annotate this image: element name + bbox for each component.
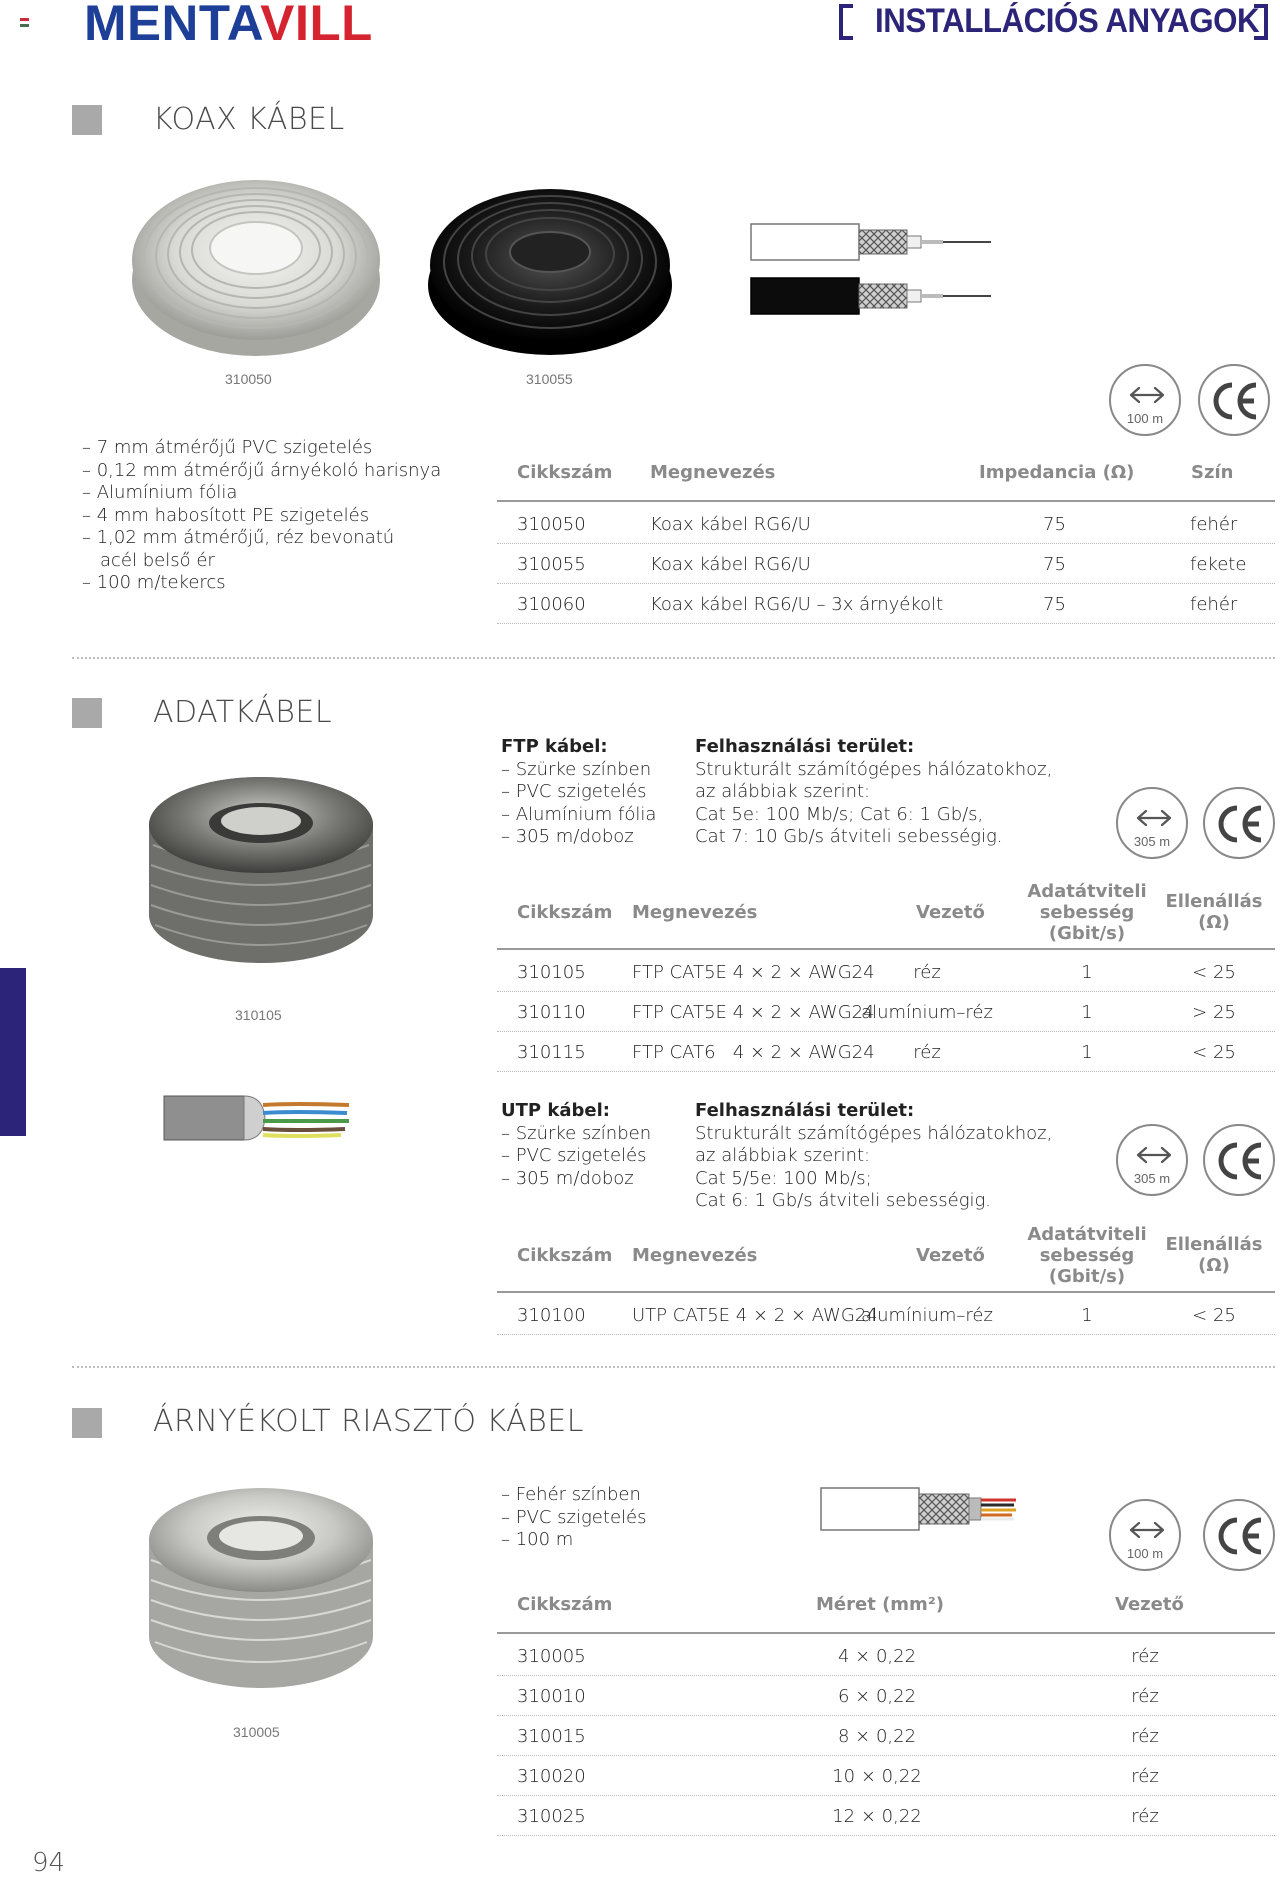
product-code-caption: 310105	[235, 1007, 282, 1023]
table-cell: UTP CAT5E 4 × 2 × AWG24	[632, 1305, 878, 1326]
section-marker	[72, 105, 102, 135]
utp-heading: UTP kábel:	[501, 1100, 610, 1121]
page-number: 94	[32, 1848, 66, 1878]
column-header: Vezető	[1115, 1594, 1184, 1615]
ce-mark-badge	[1198, 364, 1270, 436]
column-header: Megnevezés	[632, 902, 758, 923]
column-header-line: sebesség	[1039, 902, 1135, 923]
table-row	[497, 1756, 1275, 1796]
usage-line: az alábbiak szerint:	[695, 781, 871, 802]
feature-item: – PVC szigetelés	[501, 1506, 647, 1528]
usage-line: Cat 5e: 100 Mb/s; Cat 6: 1 Gb/s,	[695, 803, 984, 825]
table-cell: alumínium–réz	[861, 1305, 993, 1326]
table-cell: 75	[1043, 554, 1066, 575]
koax-product-table	[497, 456, 1275, 624]
feature-item: – Alumínium fólia	[82, 482, 238, 503]
column-header: Vezető	[916, 902, 985, 923]
product-image-310105	[143, 765, 383, 985]
column-header	[1159, 1234, 1269, 1276]
table-cell: Koax kábel RG6/U	[650, 514, 811, 535]
double-arrow-icon	[1134, 1142, 1174, 1168]
section-title-adat: ADATKÁBEL	[153, 695, 333, 730]
double-arrow-icon	[1134, 805, 1174, 831]
table-cell: 1	[1081, 1002, 1093, 1023]
cable-length-label: 100 m	[1126, 1546, 1164, 1561]
table-cell: < 25	[1192, 1305, 1236, 1326]
table-header-row	[497, 1586, 1275, 1634]
language-flag-icon	[20, 18, 29, 27]
table-cell: < 25	[1192, 1042, 1236, 1063]
chapter-side-tab	[0, 968, 26, 1136]
table-cell: Koax kábel RG6/U	[650, 554, 811, 575]
feature-item: – 4 mm habosított PE szigetelés	[82, 504, 370, 526]
utp-usage-block	[695, 1100, 1052, 1213]
ftp-feature-list	[501, 736, 656, 849]
section-title-koax: KOAX KÁBEL	[153, 102, 345, 137]
section-marker	[72, 698, 102, 728]
column-header-line: Ellenállás	[1165, 1234, 1263, 1255]
table-row	[497, 1716, 1275, 1756]
cable-length-badge	[1116, 1124, 1188, 1196]
cable-length-label: 100 m	[1126, 411, 1164, 426]
usage-line: az alábbiak szerint:	[695, 1145, 871, 1166]
table-cell: 1	[1081, 1042, 1093, 1063]
table-row	[497, 1676, 1275, 1716]
section-marker	[72, 1408, 102, 1438]
table-cell: 310050	[517, 514, 586, 535]
column-header-line: (Ω)	[1198, 912, 1230, 933]
category-title-text: INSTALLÁCIÓS ANYAGOK	[875, 2, 1260, 40]
table-cell: 75	[1043, 594, 1066, 615]
table-cell: fekete	[1190, 554, 1247, 575]
column-header-line: Adatátviteli	[1027, 1224, 1147, 1245]
ce-mark-badge	[1203, 1124, 1275, 1196]
ce-mark-badge	[1203, 787, 1275, 859]
table-row	[497, 1636, 1275, 1676]
table-cell: FTP CAT6 4 × 2 × AWG24	[632, 1042, 875, 1063]
feature-item: – 100 m	[501, 1529, 574, 1550]
column-header-line: (Gbit/s)	[1048, 1266, 1126, 1287]
usage-line: Cat 7: 10 Gb/s átviteli sebességig.	[695, 826, 1003, 847]
coax-cable-diagram	[750, 222, 1000, 322]
column-header-line: Adatátviteli	[1027, 881, 1147, 902]
table-cell: Koax kábel RG6/U – 3x árnyékolt	[650, 594, 944, 615]
table-cell: réz	[913, 962, 941, 983]
column-header-line: Ellenállás	[1165, 891, 1263, 912]
feature-item: – PVC szigetelés	[501, 781, 647, 802]
brand-logo	[84, 0, 373, 51]
double-arrow-icon	[1127, 382, 1167, 408]
bracket-right	[1254, 4, 1268, 40]
utp-cable-diagram	[163, 1093, 353, 1145]
feature-item: – 100 m/tekercs	[82, 572, 226, 593]
utp-product-table	[497, 1221, 1275, 1335]
column-header: Cikkszám	[517, 462, 613, 483]
table-cell: 4 × 0,22	[837, 1646, 917, 1667]
usage-heading: Felhasználási terület:	[695, 1100, 915, 1121]
table-cell: 1	[1081, 962, 1093, 983]
table-cell: alumínium–réz	[861, 1002, 993, 1023]
table-cell: 310115	[517, 1042, 586, 1063]
table-cell: 10 × 0,22	[832, 1766, 922, 1787]
feature-item: – 305 m/doboz	[501, 1167, 634, 1189]
riaszto-product-table	[497, 1586, 1275, 1836]
table-cell: 310105	[517, 962, 586, 983]
section-divider	[72, 657, 1275, 659]
table-cell: 310005	[517, 1646, 586, 1667]
table-cell: FTP CAT5E 4 × 2 × AWG24	[632, 962, 875, 983]
ce-mark-badge	[1203, 1499, 1275, 1571]
usage-line: Cat 6: 1 Gb/s átviteli sebességig.	[695, 1190, 992, 1211]
product-image-310055	[428, 170, 678, 360]
column-header: Méret (mm²)	[816, 1594, 944, 1615]
column-header: Szín	[1191, 462, 1234, 483]
table-cell: 6 × 0,22	[837, 1686, 917, 1707]
ce-mark-icon	[1217, 1515, 1265, 1557]
ftp-heading: FTP kábel:	[501, 736, 608, 757]
feature-item: acél belső ér	[100, 549, 215, 571]
brand-logo-left: MENTA	[84, 0, 261, 51]
feature-item: – 1,02 mm átmérőjű, réz bevonatú	[82, 527, 395, 548]
table-cell: fehér	[1190, 594, 1238, 615]
feature-item: – Fehér színben	[501, 1484, 641, 1505]
feature-item: – Szürke színben	[501, 1122, 652, 1144]
product-image-310005	[143, 1476, 383, 1706]
column-header-line: sebesség	[1039, 1245, 1135, 1266]
section-title-riaszto: ÁRNYÉKOLT RIASZTÓ KÁBEL	[153, 1404, 584, 1439]
table-cell: 310110	[517, 1002, 586, 1023]
ce-mark-icon	[1217, 803, 1265, 845]
table-cell: réz	[1131, 1686, 1159, 1707]
table-row	[497, 584, 1275, 624]
table-header-row	[497, 878, 1275, 950]
bracket-left	[839, 4, 853, 40]
cable-length-label: 305 m	[1133, 1171, 1171, 1186]
table-row	[497, 544, 1275, 584]
column-header: Impedancia (Ω)	[979, 462, 1135, 483]
feature-item: – 0,12 mm átmérőjű árnyékoló harisnya	[82, 459, 442, 481]
usage-heading: Felhasználási terület:	[695, 736, 915, 757]
column-header-line: (Ω)	[1198, 1255, 1230, 1276]
brand-logo-right: VILL	[260, 0, 373, 51]
feature-item: – Szürke színben	[501, 758, 652, 780]
product-code-caption: 310050	[225, 371, 272, 387]
table-cell: réz	[1131, 1806, 1159, 1827]
cable-length-badge	[1109, 1499, 1181, 1571]
koax-feature-list	[82, 437, 441, 595]
usage-line: Cat 5/5e: 100 Mb/s;	[695, 1167, 872, 1189]
table-row	[497, 1796, 1275, 1836]
usage-line: Strukturált számítógépes hálózatokhoz,	[695, 758, 1053, 780]
column-header: Vezető	[916, 1245, 985, 1266]
table-cell: réz	[1131, 1646, 1159, 1667]
table-cell: > 25	[1192, 1002, 1236, 1023]
column-header	[1159, 891, 1269, 933]
table-row	[497, 952, 1275, 992]
table-cell: 310025	[517, 1806, 586, 1827]
column-header-line: (Gbit/s)	[1048, 923, 1126, 944]
column-header	[1027, 1224, 1147, 1287]
table-header-row	[497, 456, 1275, 502]
column-header: Megnevezés	[650, 462, 776, 483]
table-row	[497, 1032, 1275, 1072]
category-title	[839, 0, 1280, 42]
table-cell: 310060	[517, 594, 586, 615]
section-divider	[72, 1366, 1275, 1368]
table-cell: réz	[1131, 1726, 1159, 1747]
table-header-row	[497, 1221, 1275, 1293]
table-row	[497, 1295, 1275, 1335]
table-row	[497, 504, 1275, 544]
cable-length-badge	[1109, 364, 1181, 436]
table-cell: < 25	[1192, 962, 1236, 983]
table-row	[497, 992, 1275, 1032]
table-cell: 310010	[517, 1686, 586, 1707]
double-arrow-icon	[1127, 1517, 1167, 1543]
feature-item: – Alumínium fólia	[501, 803, 657, 825]
column-header: Megnevezés	[632, 1245, 758, 1266]
product-code-caption: 310005	[233, 1724, 280, 1740]
ftp-product-table	[497, 878, 1275, 1070]
table-cell: 310020	[517, 1766, 586, 1787]
table-cell: réz	[1131, 1766, 1159, 1787]
table-cell: réz	[913, 1042, 941, 1063]
utp-feature-list	[501, 1100, 651, 1190]
ftp-usage-block	[695, 736, 1052, 849]
cable-length-badge	[1116, 787, 1188, 859]
feature-item: – PVC szigetelés	[501, 1145, 647, 1166]
table-cell: 310055	[517, 554, 586, 575]
usage-line: Strukturált számítógépes hálózatokhoz,	[695, 1122, 1053, 1144]
alarm-cable-diagram	[820, 1486, 1020, 1536]
feature-item: – 7 mm átmérőjű PVC szigetelés	[82, 437, 373, 458]
table-cell: 310100	[517, 1305, 586, 1326]
table-cell: 1	[1081, 1305, 1093, 1326]
table-cell: 12 × 0,22	[832, 1806, 922, 1827]
table-cell: 8 × 0,22	[837, 1726, 917, 1747]
column-header	[1027, 881, 1147, 944]
product-code-caption: 310055	[526, 371, 573, 387]
feature-item: – 305 m/doboz	[501, 826, 634, 847]
ce-mark-icon	[1212, 380, 1260, 422]
table-cell: 75	[1043, 514, 1066, 535]
column-header: Cikkszám	[517, 1245, 613, 1266]
column-header: Cikkszám	[517, 902, 613, 923]
table-cell: 310015	[517, 1726, 586, 1747]
product-image-310050	[128, 160, 388, 360]
table-cell: FTP CAT5E 4 × 2 × AWG24	[632, 1002, 875, 1023]
cable-length-label: 305 m	[1133, 834, 1171, 849]
riaszto-feature-list	[501, 1484, 646, 1552]
table-cell: fehér	[1190, 514, 1238, 535]
column-header: Cikkszám	[517, 1594, 613, 1615]
ce-mark-icon	[1217, 1140, 1265, 1182]
